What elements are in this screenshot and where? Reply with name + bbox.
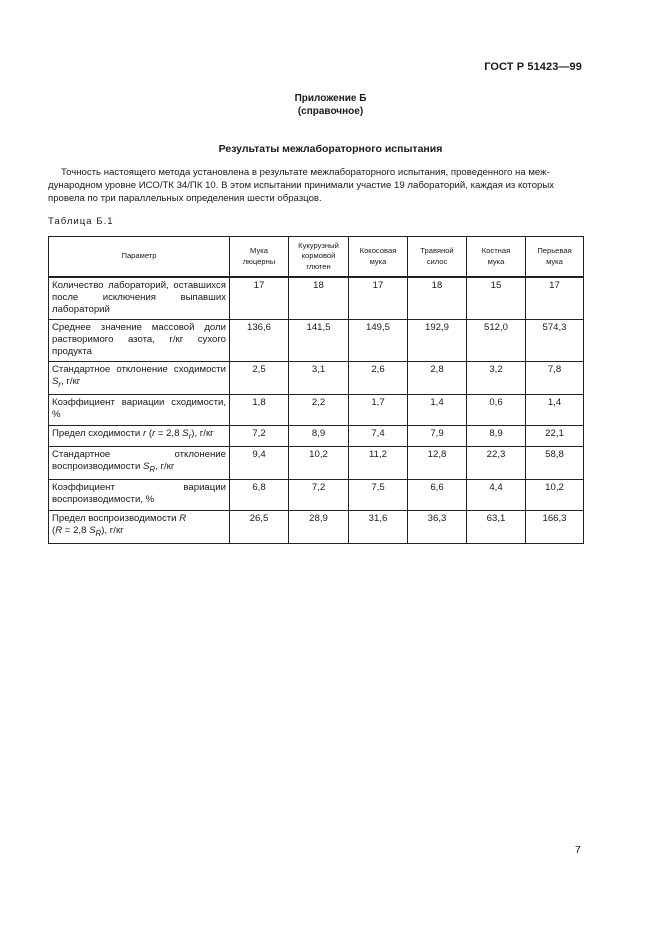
cell-value: 192,9 <box>408 320 467 362</box>
cell-value: 6,6 <box>408 479 467 510</box>
cell-value: 2,2 <box>289 394 349 425</box>
table-row <box>49 510 584 543</box>
section-title: Результаты межлабораторного испытания <box>218 143 443 155</box>
cell-value: 0,6 <box>467 394 526 425</box>
standard-code: ГОСТ Р 51423—99 <box>484 61 582 73</box>
cell-value: 10,2 <box>526 479 584 510</box>
appendix-subtitle: (справочное) <box>297 106 364 117</box>
cell-value: 10,2 <box>289 446 349 479</box>
cell-value: 7,5 <box>349 479 408 510</box>
cell-value: 22,1 <box>526 425 584 446</box>
cell-value: 136,6 <box>230 320 289 362</box>
cell-value: 15 <box>467 277 526 320</box>
header-column: Травяной силос <box>408 237 467 278</box>
cell-value: 7,2 <box>289 479 349 510</box>
cell-value: 18 <box>408 277 467 320</box>
table-row <box>49 446 584 479</box>
results-table <box>48 236 584 544</box>
table-row <box>49 479 584 510</box>
cell-value: 4,4 <box>467 479 526 510</box>
cell-value: 7,4 <box>349 425 408 446</box>
row-param: Стандартное отклонение воспроизводимости $S_R$, г/кг <box>49 446 230 479</box>
header-column: Мука люцерны <box>230 237 289 278</box>
intro-paragraph <box>48 166 582 205</box>
intro-line: Точность настоящего метода установлена в результате межлабораторного испытания, проведенного на меж- <box>61 167 550 178</box>
cell-value: 574,3 <box>526 320 584 362</box>
cell-value: 149,5 <box>349 320 408 362</box>
row-param: Коэффициент вариации воспроизводимости, % <box>49 479 230 510</box>
cell-value: 2,8 <box>408 362 467 395</box>
cell-value: 26,5 <box>230 510 289 543</box>
cell-value: 512,0 <box>467 320 526 362</box>
cell-value: 7,8 <box>526 362 584 395</box>
cell-value: 11,2 <box>349 446 408 479</box>
row-param: Предел сходимости r (r = 2,8 $S_r$), г/кг <box>49 425 230 446</box>
cell-value: 1,7 <box>349 394 408 425</box>
table-row <box>49 362 584 395</box>
cell-value: 22,3 <box>467 446 526 479</box>
cell-value: 18 <box>289 277 349 320</box>
table-row <box>49 394 584 425</box>
cell-value: 17 <box>230 277 289 320</box>
cell-value: 3,2 <box>467 362 526 395</box>
intro-line: дународном уровне ИСО/ТК 34/ПК 10. В этом испытании принимали участие 19 лабораторий, каждая из которых <box>48 180 555 191</box>
table-caption: Таблица Б.1 <box>48 216 114 227</box>
header-column: Перьевая мука <box>526 237 584 278</box>
cell-value: 58,8 <box>526 446 584 479</box>
cell-value: 9,4 <box>230 446 289 479</box>
table-row <box>49 425 584 446</box>
cell-value: 2,6 <box>349 362 408 395</box>
cell-value: 6,8 <box>230 479 289 510</box>
appendix-title: Приложение Б <box>294 93 367 104</box>
row-param: Количество лабораторий, оставшихся после исключения выпавших лабораторий <box>49 277 230 320</box>
header-column: Кукурузный кормовой глютен <box>289 237 349 278</box>
row-param: Стандартное отклонение сходимости $S_r$, г/кг <box>49 362 230 395</box>
cell-value: 1,4 <box>408 394 467 425</box>
cell-value: 1,4 <box>526 394 584 425</box>
cell-value: 1,8 <box>230 394 289 425</box>
row-param: Среднее значение массовой доли растворимого азота, г/кг сухого продукта <box>49 320 230 362</box>
cell-value: 141,5 <box>289 320 349 362</box>
cell-value: 2,5 <box>230 362 289 395</box>
page-number: 7 <box>575 844 581 856</box>
header-column: Кокосовая мука <box>349 237 408 278</box>
table-row <box>49 277 584 320</box>
table-header-row <box>49 237 584 278</box>
cell-value: 8,9 <box>467 425 526 446</box>
cell-value: 31,6 <box>349 510 408 543</box>
row-param: Предел воспроизводимости R (R = 2,8 $S_R$), г/кг <box>49 510 230 543</box>
cell-value: 8,9 <box>289 425 349 446</box>
cell-value: 17 <box>526 277 584 320</box>
cell-value: 63,1 <box>467 510 526 543</box>
cell-value: 7,2 <box>230 425 289 446</box>
cell-value: 17 <box>349 277 408 320</box>
header-param: Параметр <box>49 237 230 278</box>
cell-value: 28,9 <box>289 510 349 543</box>
row-param: Коэффициент вариации сходимости, % <box>49 394 230 425</box>
cell-value: 3,1 <box>289 362 349 395</box>
table-row <box>49 320 584 362</box>
appendix-heading <box>0 92 661 118</box>
cell-value: 36,3 <box>408 510 467 543</box>
cell-value: 12,8 <box>408 446 467 479</box>
cell-value: 7,9 <box>408 425 467 446</box>
header-column: Костная мука <box>467 237 526 278</box>
cell-value: 166,3 <box>526 510 584 543</box>
intro-line: провела по три параллельных определения шести образцов. <box>48 193 322 204</box>
